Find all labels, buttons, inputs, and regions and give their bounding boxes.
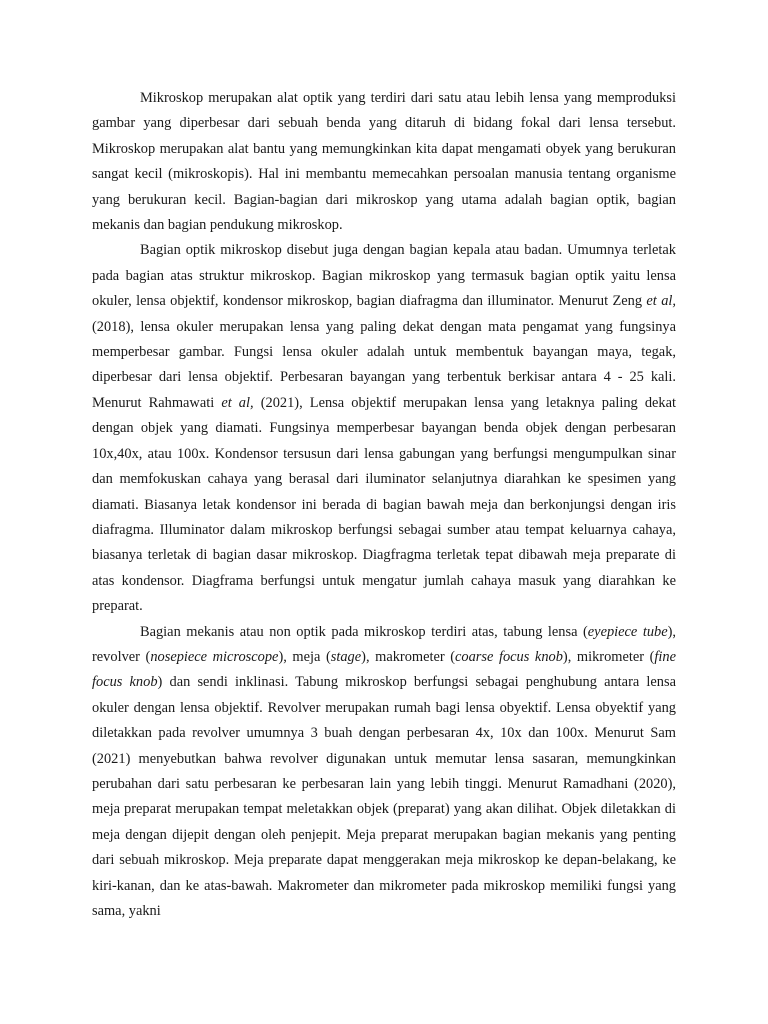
- italic-term: fine focus knob: [92, 648, 676, 691]
- text-run: ), makrometer (: [361, 648, 456, 665]
- text-run: ), meja (: [278, 648, 331, 665]
- paragraph-2: [92, 238, 676, 619]
- italic-term: et al,: [646, 293, 676, 310]
- paragraph-1: [92, 86, 676, 238]
- italic-term: eyepiece tube: [587, 623, 668, 640]
- italic-term: coarse focus knob: [455, 648, 563, 665]
- text-run: Mikroskop merupakan alat optik yang terdiri dari satu atau lebih lensa yang memproduksi gambar yang diperbesar dari sebuah benda yang ditaruh di bidang fokal dari lensa tersebut. Mikroskop merupakan alat bantu yang memungkinkan kita dapat mengamati obyek yang berukuran sangat kecil (mikroskopis). Hal ini membantu memecahkan persoalan manusia tentang organisme yang berukuran kecil. Bagian-bagian dari mikroskop yang utama adalah bagian optik, bagian mekanis dan bagian pendukung mikroskop.: [92, 90, 676, 234]
- text-run: ), revolver (: [92, 623, 676, 665]
- italic-term: nosepiece microscope: [150, 648, 279, 665]
- text-run: (2021), Lensa objektif merupakan lensa yang letaknya paling dekat dengan objek yang diamati. Fungsinya memperbesar bayangan benda objek dengan perbesaran 10x,40x, atau 100x. Kondensor tersusun dari lensa gabungan yang berfungsi mengumpulkan sinar dan memfokuskan cahaya yang berasal dari iluminator selanjutnya diarahkan ke spesimen yang diamati. Biasanya letak kondensor ini berada di bagian bawah meja dan berkonjungsi dengan iris diafragma. Illuminator dalam mikroskop berfungsi sebagai sumber atau tempat keluarnya cahaya, biasanya terletak di bagian dasar mikroskop. Diagfragma terletak tepat dibawah meja preparate di atas kondensor. Diagframa berfungsi untuk mengatur jumlah cahaya masuk yang diarahkan ke preparat.: [92, 394, 677, 615]
- text-run: (2018), lensa okuler merupakan lensa yang paling dekat dengan mata pengamat yang fungsinya memperbesar gambar. Fungsi lensa okuler adalah untuk membentuk bayangan maya, tegak, diperbesar dari lensa objektif. Perbesaran bayangan yang terbentuk berkisar antara 4 - 25 kali. Menurut Rahmawati: [92, 318, 676, 411]
- text-run: ) dan sendi inklinasi. Tabung mikroskop berfungsi sebagai penghubung antara lensa okuler dengan lensa objektif. Revolver merupakan rumah bagi lensa obyektif. Lensa obyektif yang diletakkan pada revolver umumnya 3 buah dengan perbesaran 4x, 10x dan 100x. Menurut Sam (2021) menyebutkan bahwa revolver digunakan untuk memutar lensa sasaran, memungkinkan perubahan dari satu perbesaran ke perbesaran lain yang lebih tinggi. Menurut Ramadhani (2020), meja preparat merupakan tempat meletakkan objek (preparat) yang akan dilihat. Objek diletakkan di meja dengan dijepit dengan oleh penjepit. Meja preparat merupakan bagian mekanis yang penting dari sebuah mikroskop. Meja preparate dapat menggerakan meja mikroskop ke depan-belakang, ke kiri-kanan, dan ke atas-bawah. Makrometer dan mikrometer pada mikroskop memiliki fungsi yang sama, yakni: [92, 674, 676, 919]
- text-run: Bagian mekanis atau non optik pada mikroskop terdiri atas, tabung lensa (: [140, 623, 588, 640]
- paragraph-3: [92, 620, 676, 925]
- text-run: Bagian optik mikroskop disebut juga dengan bagian kepala atau badan. Umumnya terletak pada bagian atas struktur mikroskop. Bagian mikroskop yang termasuk bagian optik yaitu lensa okuler, lensa objektif, kondensor mikroskop, bagian diafragma dan illuminator. Menurut Zeng: [92, 242, 676, 310]
- italic-term: et al,: [221, 394, 254, 411]
- text-run: ), mikrometer (: [562, 648, 655, 665]
- document-page: [92, 86, 676, 924]
- italic-term: stage: [330, 648, 362, 665]
